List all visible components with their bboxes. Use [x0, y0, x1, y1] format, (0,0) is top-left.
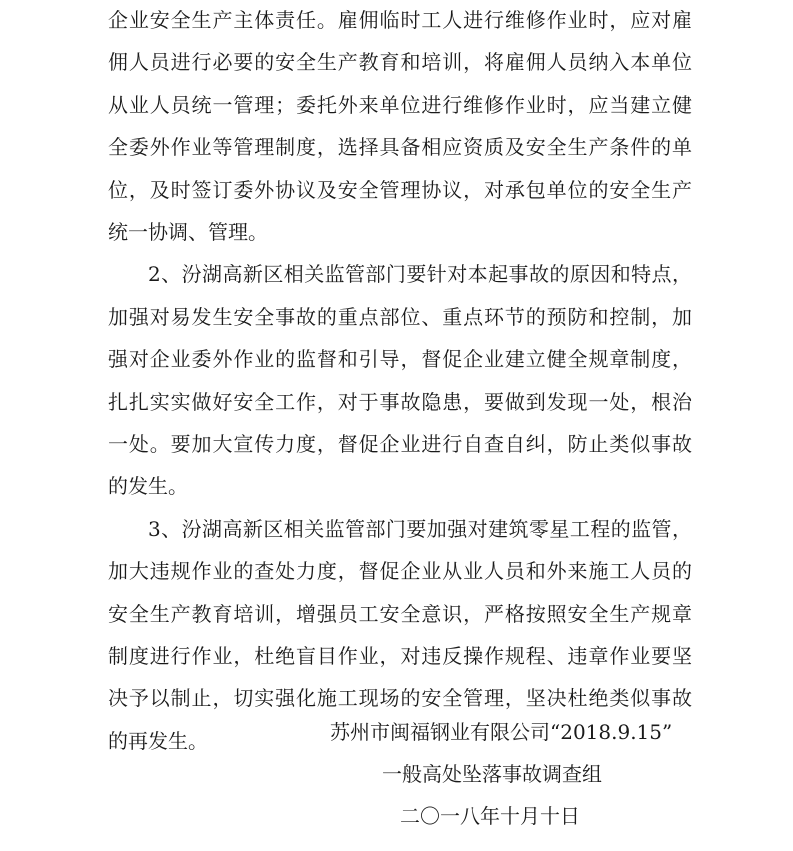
- paragraph-line: 扎扎实实做好安全工作，对于事故隐患，要做到发现一处，根治: [108, 389, 692, 414]
- paragraph-line: 统一协调、管理。: [108, 220, 268, 244]
- paragraph-line: 加强对易发生安全事故的重点部位、重点环节的预防和控制，加: [108, 304, 692, 329]
- signature-team: 一般高处坠落事故调查组: [382, 762, 602, 786]
- paragraph-line: 全委外作业等管理制度，选择具备相应资质及安全生产条件的单: [108, 135, 692, 160]
- paragraph-line: 3、汾湖高新区相关监管部门要加强对建筑零星工程的监管，: [148, 516, 692, 541]
- paragraph-line: 决予以制止，切实强化施工现场的安全管理，坚决杜绝类似事故: [108, 686, 692, 711]
- paragraph-line: 制度进行作业，杜绝盲目作业，对违反操作规程、违章作业要坚: [108, 644, 692, 668]
- paragraph-line: 加大违规作业的查处力度，督促企业从业人员和外来施工人员的: [108, 559, 692, 584]
- paragraph-line: 2、汾湖高新区相关监管部门要针对本起事故的原因和特点，: [148, 262, 692, 287]
- paragraph-line: 从业人员统一管理；委托外来单位进行维修作业时，应当建立健: [108, 92, 692, 117]
- signature-organization: 苏州市闽福钢业有限公司“2018.9.15”: [330, 720, 673, 744]
- paragraph-line: 企业安全生产主体责任。雇佣临时工人进行维修作业时，应对雇: [108, 8, 692, 32]
- paragraph-line: 的再发生。: [108, 728, 208, 753]
- paragraph-line: 安全生产教育培训，增强员工安全意识，严格按照安全生产规章: [108, 601, 692, 626]
- paragraph-line: 位，及时签订委外协议及安全管理协议，对承包单位的安全生产: [108, 177, 692, 202]
- paragraph-line: 的发生。: [108, 474, 188, 499]
- paragraph-line: 强对企业委外作业的监督和引导，督促企业建立健全规章制度，: [108, 347, 692, 372]
- paragraph-line: 一处。要加大宣传力度，督促企业进行自查自纠，防止类似事故: [108, 432, 692, 456]
- signature-date: 二〇一八年十月十日: [400, 804, 580, 828]
- paragraph-line: 佣人员进行必要的安全生产教育和培训，将雇佣人员纳入本单位: [108, 50, 692, 75]
